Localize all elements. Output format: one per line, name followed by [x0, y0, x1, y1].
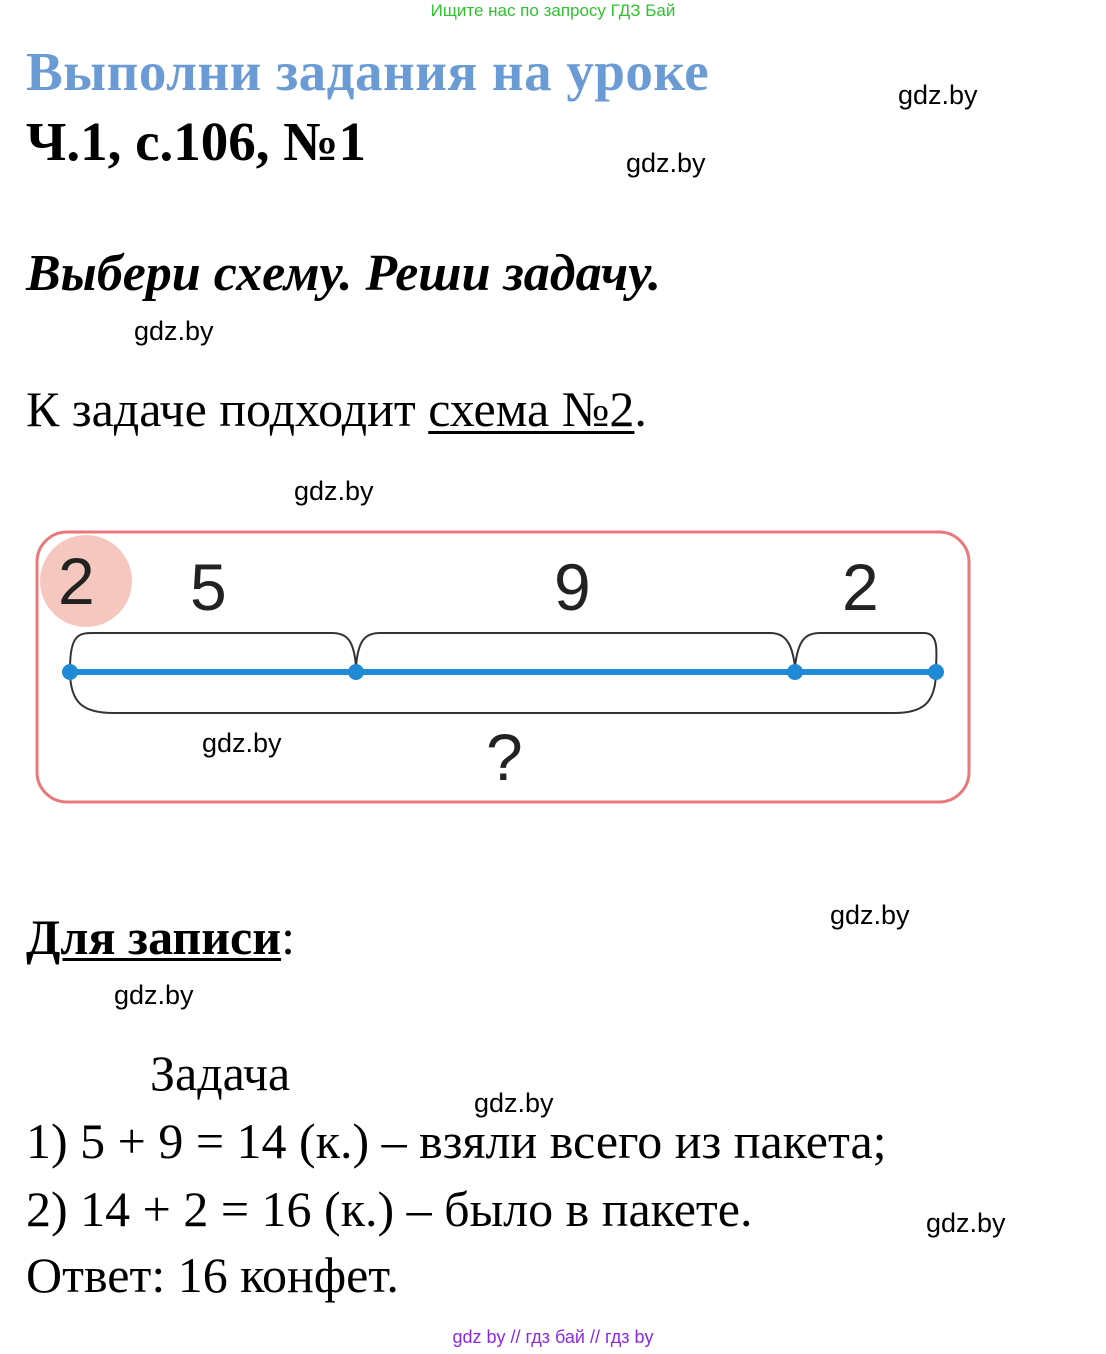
answer-line	[26, 380, 647, 438]
brace-total	[70, 671, 936, 713]
answer-line-suffix: .	[634, 381, 647, 437]
for-record-heading	[26, 908, 295, 966]
scheme-choice: схема №2	[428, 381, 635, 437]
page-title: Выполни задания на уроке	[26, 41, 710, 102]
brace-segment-3	[795, 633, 937, 667]
segment-point	[62, 664, 78, 680]
solution-step-2: 2) 14 + 2 = 16 (к.) – было в пакете.	[26, 1181, 753, 1237]
watermark: gdz.by	[898, 80, 978, 110]
watermark: gdz.by	[926, 1208, 1006, 1238]
top-banner: Ищите нас по запросу ГДЗ Бай	[430, 1, 676, 20]
watermark: gdz.by	[294, 476, 374, 506]
watermark: gdz.by	[202, 728, 282, 758]
brace-segment-2	[356, 633, 795, 667]
task-instruction: Выбери схему. Реши задачу.	[26, 245, 662, 302]
scheme-number: 2	[58, 544, 95, 618]
segment-point	[787, 664, 803, 680]
watermark: gdz.by	[134, 316, 214, 346]
solution-step-1: 1) 5 + 9 = 14 (к.) – взяли всего из пакета;	[26, 1113, 887, 1169]
watermark: gdz.by	[830, 900, 910, 930]
watermark: gdz.by	[626, 148, 706, 178]
watermark: gdz.by	[474, 1088, 554, 1118]
footer-links: gdz by // гдз бай // гдз by	[452, 1327, 654, 1347]
for-record-label: Для записи	[26, 909, 282, 965]
answer-line-prefix: К задаче подходит	[26, 381, 429, 437]
solution-answer: Ответ: 16 конфет.	[26, 1247, 399, 1303]
solution-heading: Задача	[150, 1045, 291, 1101]
watermark: gdz.by	[114, 980, 194, 1010]
for-record-colon: :	[281, 909, 295, 965]
segment-label-2: 9	[554, 550, 591, 624]
segment-label-1: 5	[190, 550, 227, 624]
scheme-diagram	[34, 529, 972, 805]
total-label: ?	[486, 720, 523, 794]
brace-segment-1	[70, 633, 356, 669]
segment-point	[928, 664, 944, 680]
task-reference: Ч.1, с.106, №1	[26, 111, 367, 172]
segment-label-3: 2	[842, 550, 879, 624]
segment-point	[348, 664, 364, 680]
